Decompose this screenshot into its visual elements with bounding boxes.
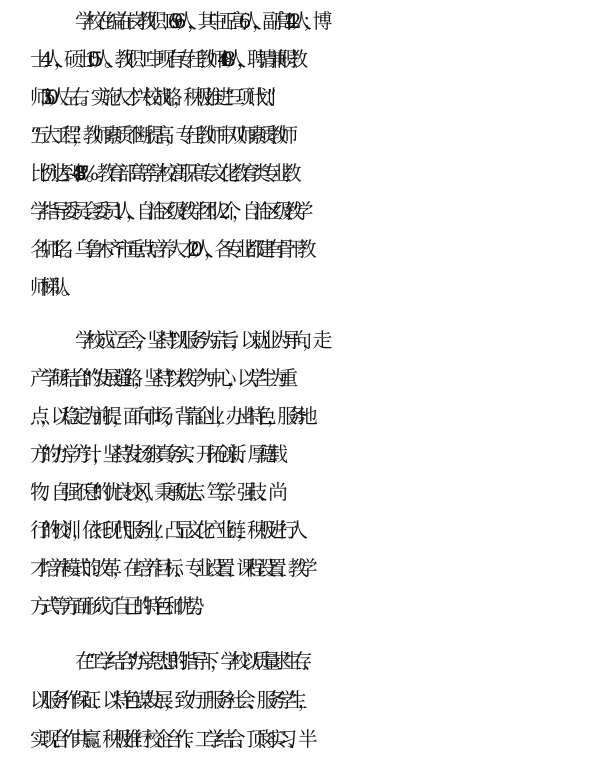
text-line: 师梯队。 (30, 275, 72, 299)
text-line: “五大工程”，教师素质不断提高，专任教师中双师素质教师 (30, 123, 289, 147)
text-line: 士4人，硕士105人。教职工中现有专任教师408人，聘请兼职教 (30, 47, 299, 71)
text-line: 学指导委员会委员1人，自治区级教学团队2个，自治区级教学 (30, 199, 304, 223)
text-line: 名师1名。乌鲁木齐市重点培养人才20人，各专业都建有骨干教 (30, 237, 307, 261)
text-line: 方”的办学方针，坚持发扬“求真务实、开拓创新、厚德载 (30, 442, 279, 466)
text-line: 点，以稳定为前提，面向市场，背靠企业，办出特色，服务地 (30, 404, 309, 428)
text-line: 以服务作保证、以特色谋发展，致力于服务社会、服务学生， (30, 688, 309, 712)
text-line: 在“工学结合”办学思想的指导下，学校以质量求生存、 (75, 649, 313, 673)
text-line: 师350人左右。实施人才兴校战略，积极推进“三项计划”、 (30, 85, 278, 109)
text-line: 比例达到43.87% 。教育部高等学校高职高专文化教育类专业教 (30, 161, 292, 185)
text-line: 才培养模式的改革，在培养目标、专业设置、课程设置、教学 (30, 556, 309, 580)
text-line: 方式等方面形成了自己的特色和优势。 (30, 594, 206, 618)
text-line: 实现合作共赢。积极推行校企合作、工学结合、顶岗实习、半 (30, 727, 309, 751)
text-line: 学校成立至今，坚持“以服务为宗旨，以就业为导向，走 (75, 328, 323, 352)
text-line: 物、自强不息”的优良校风，秉承“励志、笃学、强技、尚 (30, 480, 279, 504)
text-line: 产学研结合”的发展道路，坚持“以教学为中心，以学生为重 (30, 366, 289, 390)
text-line: 学校在编在岗教职工696人，其中正高6人，副高142人；博 (75, 9, 323, 33)
text-line: 行”的校训，依托现代服务业，凸显文化产业链，积极进行人 (30, 518, 299, 542)
